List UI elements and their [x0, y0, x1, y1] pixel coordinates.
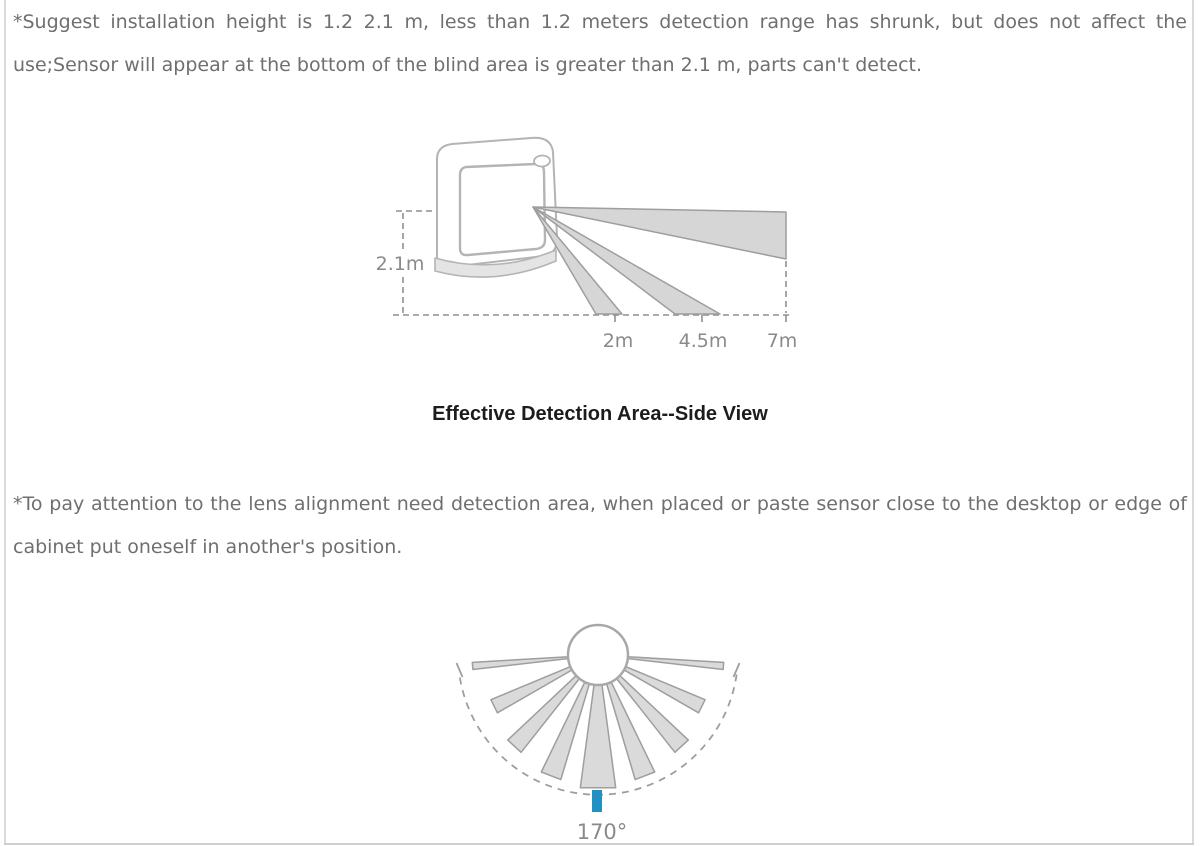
sensor-top-circle [568, 625, 628, 685]
detection-beams [533, 207, 786, 314]
sensor-position-marker [592, 790, 602, 812]
distance-label-7m: 7m [766, 330, 798, 352]
top-view-diagram [420, 588, 780, 846]
distance-label-2m: 2m [602, 330, 634, 352]
side-view-diagram [370, 130, 820, 360]
height-label: 2.1m [375, 253, 425, 275]
installation-note-text: *Suggest installation height is 1.2 2.1 m, less than 1.2 meters detection range has shrunk, but does not affect the use;Sensor will appear at the bottom of the blind area is greater than 2.1 m, parts can't detect. [13, 11, 1187, 76]
distance-label-4-5m: 4.5m [678, 330, 728, 352]
side-view-caption: Effective Detection Area--Side View [432, 403, 768, 425]
sensor-lens-window [460, 164, 545, 255]
angle-label: 170° [576, 820, 628, 844]
arc-end-tick-left [457, 663, 463, 677]
distance-ticks [615, 315, 786, 322]
sensor-led-icon [534, 155, 551, 167]
alignment-note-text: *To pay attention to the lens alignment need detection area, when placed or paste sensor close to the desktop or edge of cabinet put oneself in another's position. [13, 493, 1187, 558]
